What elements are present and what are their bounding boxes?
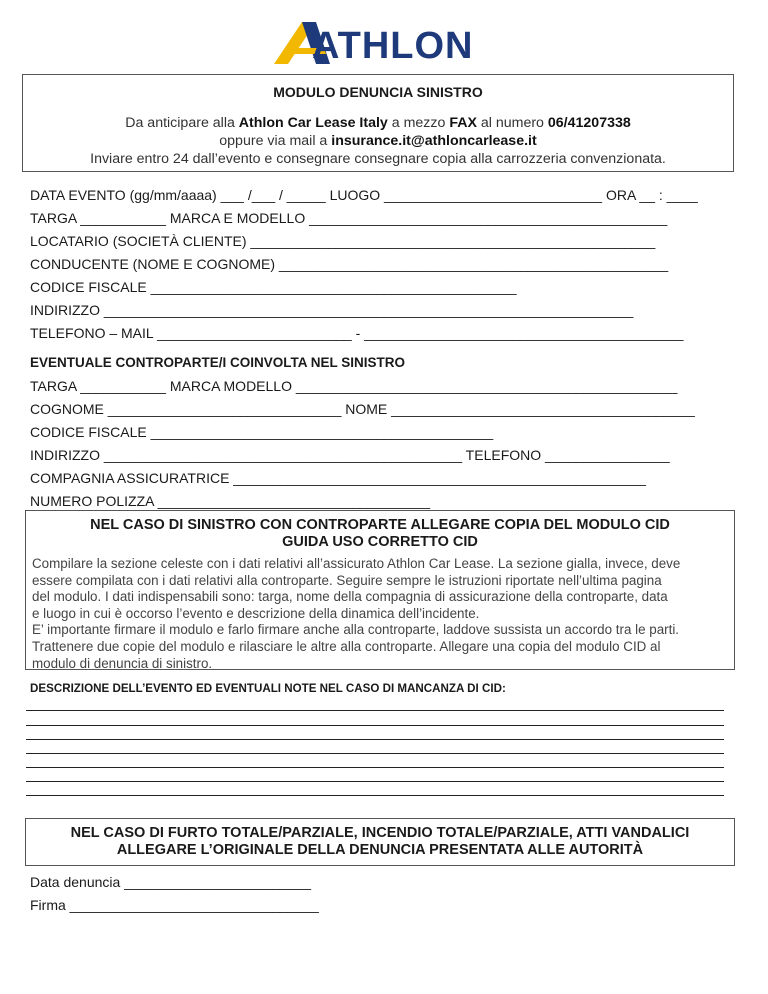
field-locatario[interactable]: LOCATARIO (SOCIETÀ CLIENTE) ____________________________________________________	[30, 233, 656, 249]
header-instructions	[23, 114, 733, 168]
header-box	[22, 74, 734, 172]
field-data-evento[interactable]: DATA EVENTO (gg/mm/aaaa) ___ /___ / _____ LUOGO ____________________________ ORA __ : ____	[30, 187, 698, 203]
description-line[interactable]	[26, 739, 724, 740]
field-data-denuncia[interactable]: Data denuncia ________________________	[30, 874, 312, 890]
header-line-2: oppure via mail a insurance.it@athloncarlease.it	[219, 133, 537, 149]
field-cp-compagnia[interactable]: COMPAGNIA ASSICURATRICE _____________________________________________________	[30, 470, 646, 486]
form-title: MODULO DENUNCIA SINISTRO	[273, 84, 483, 100]
controparte-title: EVENTUALE CONTROPARTE/I COINVOLTA NEL SINISTRO	[30, 355, 406, 370]
header-line-1: Da anticipare alla Athlon Car Lease Italy a mezzo FAX al numero 06/41207338	[125, 115, 631, 131]
cid-heading: NEL CASO DI SINISTRO CON CONTROPARTE ALLEGARE COPIA DEL MODULO CID GUIDA USO CORRETTO CID	[90, 517, 670, 550]
field-cp-codice-fiscale[interactable]: CODICE FISCALE ____________________________________________	[30, 424, 494, 440]
field-conducente[interactable]: CONDUCENTE (NOME E COGNOME) __________________________________________________	[30, 256, 669, 272]
field-cp-indirizzo-telefono[interactable]: INDIRIZZO ______________________________________________ TELEFONO ________________	[30, 447, 670, 463]
header-line-3: Inviare entro 24 dall’evento e consegnare consegnare copia alla carrozzeria convenzionata.	[90, 151, 666, 167]
description-line[interactable]	[26, 795, 724, 796]
field-indirizzo[interactable]: INDIRIZZO ____________________________________________________________________	[30, 302, 634, 318]
athlon-logo	[272, 18, 498, 68]
cid-box	[25, 510, 735, 670]
cid-guide-text: Compilare la sezione celeste con i dati relativi all’assicurato Athlon Car Lease. La sezione gialla, invece, deve essere compilata con i dati relativi alla controparte. Seguire sempre le istruzioni riportate nell’ultima pagina del modulo. I dati indispensabili sono: targa, nome della compagnia di assicurazione della controparte, data e luogo in cui è occorso l’evento e descrizione della dinamica dell’incidente. E’ importante firmare il modulo e farlo firmare anche alla controparte, laddove sussista un accordo tra le parti. Trattenere due copie del modulo e rilasciare le altre alla controparte. Allegare una copia del modulo CID al modulo di denuncia di sinistro.	[32, 556, 681, 671]
furto-line-2: ALLEGARE L’ORIGINALE DELLA DENUNCIA PRESENTATA ALLE AUTORITÀ	[116, 842, 644, 858]
furto-box	[25, 818, 735, 866]
field-cp-cognome-nome[interactable]: COGNOME ______________________________ NOME _______________________________________	[30, 401, 695, 417]
logo-text: ATHLON	[312, 25, 474, 67]
field-telefono-mail[interactable]: TELEFONO – MAIL _________________________ - _________________________________________	[30, 325, 684, 341]
field-codice-fiscale[interactable]: CODICE FISCALE _______________________________________________	[30, 279, 517, 295]
description-line[interactable]	[26, 767, 724, 768]
field-cp-polizza[interactable]: NUMERO POLIZZA ___________________________________	[30, 493, 431, 509]
field-targa-marca[interactable]: TARGA ___________ MARCA E MODELLO ______________________________________________	[30, 210, 668, 226]
furto-line-1: NEL CASO DI FURTO TOTALE/PARZIALE, INCENDIO TOTALE/PARZIALE, ATTI VANDALICI	[70, 825, 690, 841]
description-line[interactable]	[26, 710, 724, 711]
description-line[interactable]	[26, 725, 724, 726]
description-line[interactable]	[26, 781, 724, 782]
field-firma[interactable]: Firma ________________________________	[30, 897, 319, 913]
description-title: DESCRIZIONE DELL’EVENTO ED EVENTUALI NOTE NEL CASO DI MANCANZA DI CID:	[30, 682, 506, 695]
field-cp-targa[interactable]: TARGA ___________ MARCA MODELLO _________________________________________________	[30, 378, 678, 394]
description-line[interactable]	[26, 753, 724, 754]
